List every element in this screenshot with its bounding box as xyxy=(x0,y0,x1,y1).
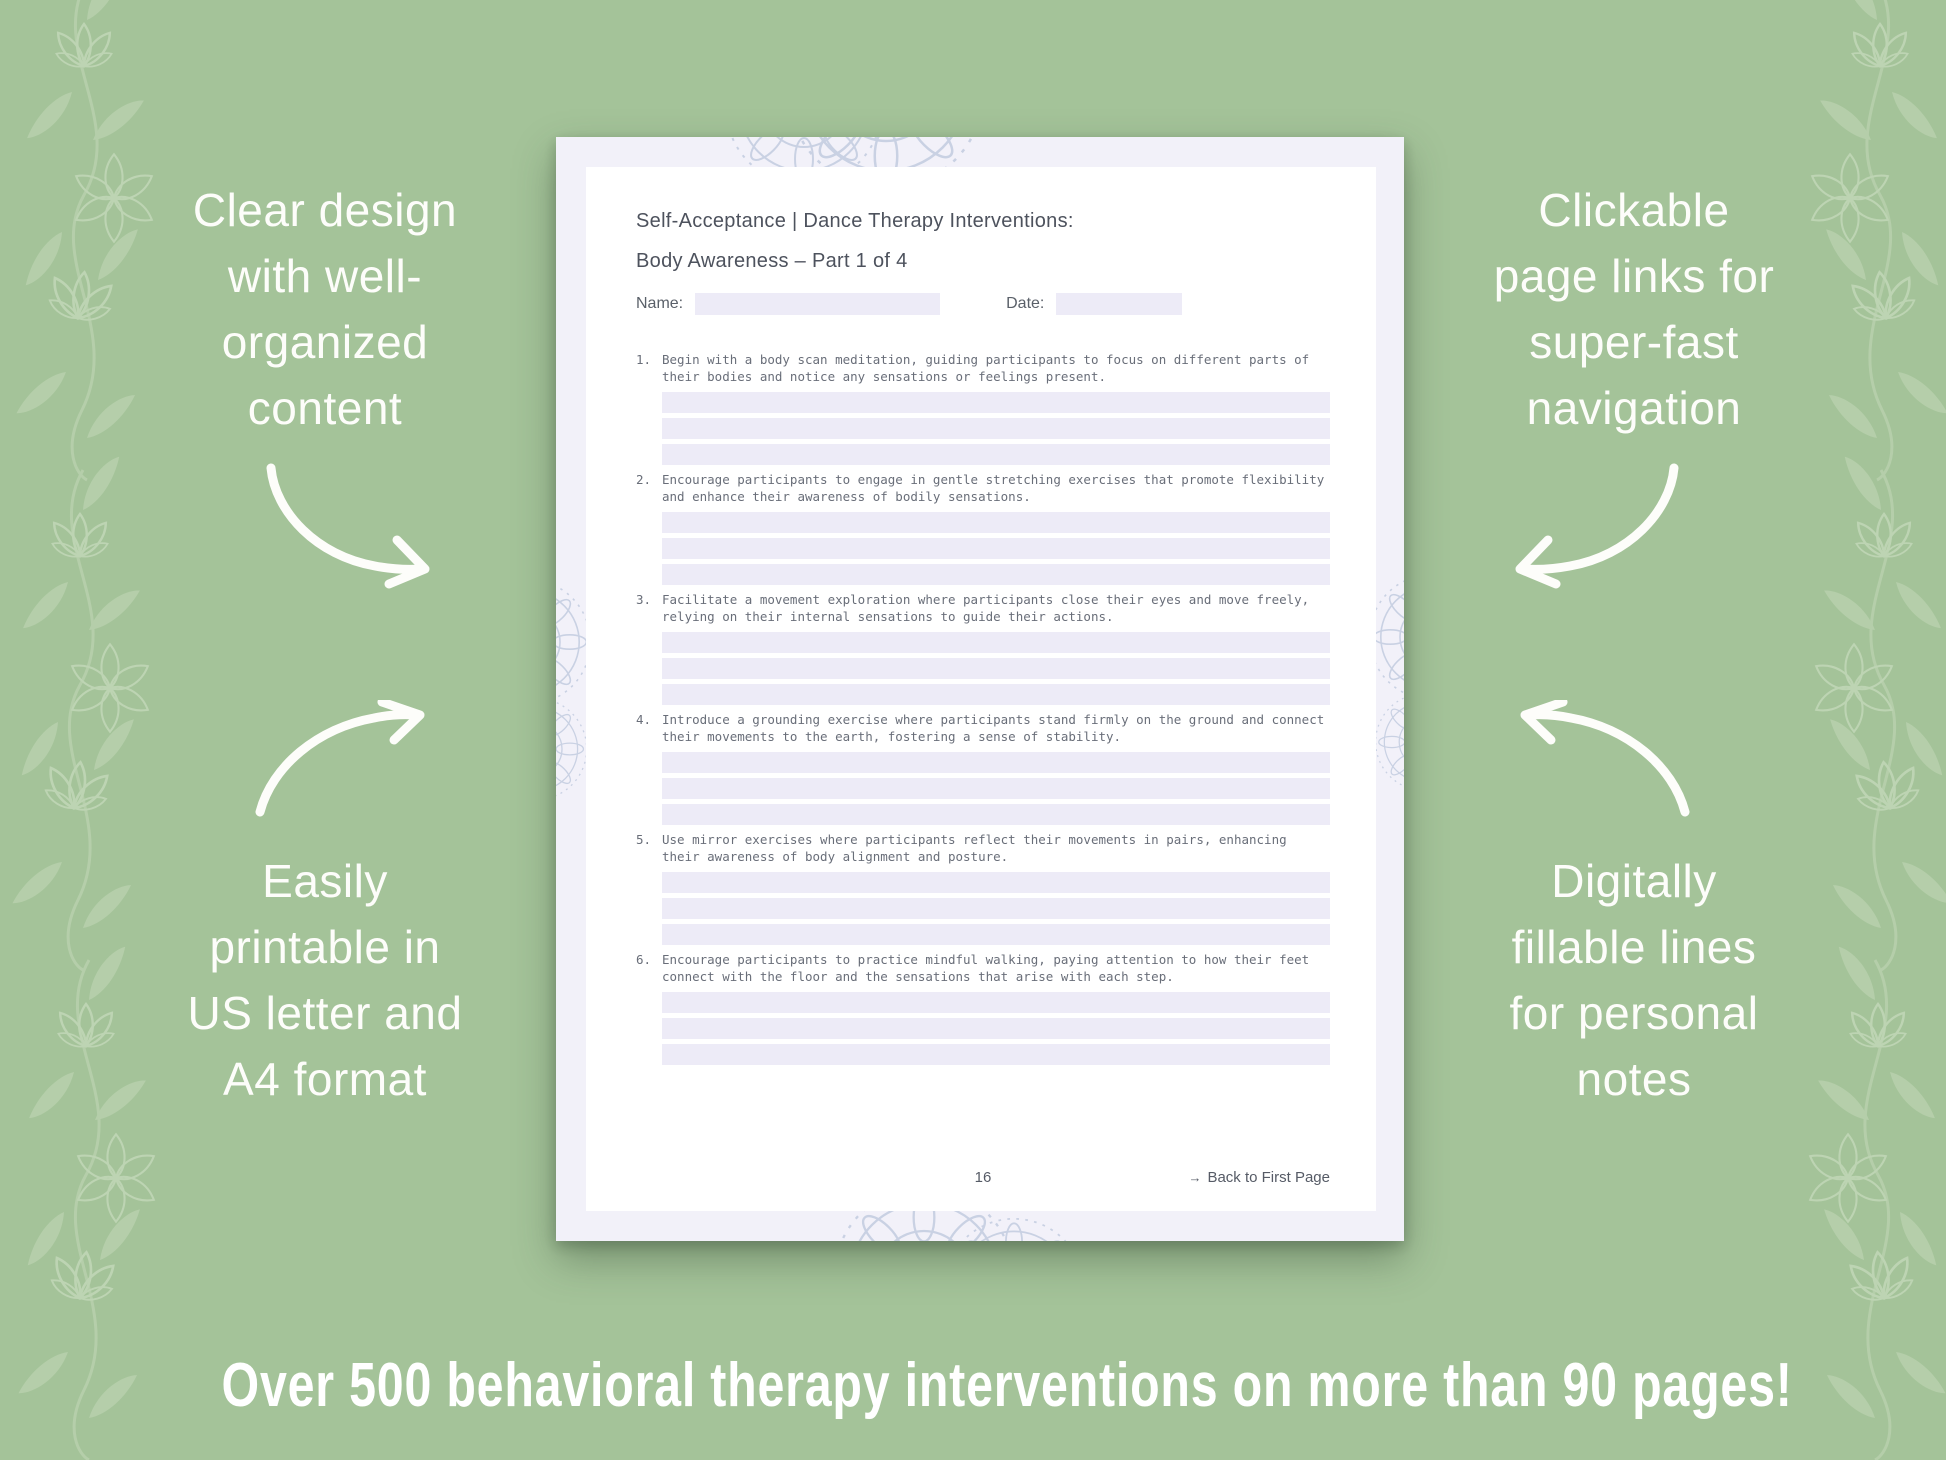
name-label: Name: xyxy=(636,295,684,312)
callout-line: printable in xyxy=(209,921,441,973)
callout-fillable-lines xyxy=(1399,848,1869,1112)
callout-line: with well- xyxy=(227,250,423,302)
callout-line: for personal xyxy=(1509,987,1759,1039)
callout-line: navigation xyxy=(1526,382,1742,434)
item-number: 6. xyxy=(636,952,652,967)
item-number: 4. xyxy=(636,712,652,727)
intervention-item xyxy=(636,471,1330,585)
callout-printable xyxy=(90,848,560,1112)
name-date-row xyxy=(636,293,1330,315)
fillable-line[interactable] xyxy=(662,1044,1330,1065)
fillable-line[interactable] xyxy=(662,1018,1330,1039)
intervention-item xyxy=(636,831,1330,945)
callout-clear-design xyxy=(90,177,560,441)
intervention-item xyxy=(636,591,1330,705)
name-field[interactable] xyxy=(695,293,940,315)
banner-text: Over 500 behavioral therapy interventions on more than 90 pages! xyxy=(221,1351,1793,1420)
fillable-line[interactable] xyxy=(662,684,1330,705)
fillable-line[interactable] xyxy=(662,444,1330,465)
fillable-line[interactable] xyxy=(662,992,1330,1013)
fillable-line[interactable] xyxy=(662,658,1330,679)
item-text: Encourage participants to practice mindful walking, paying attention to how their feet connect with the floor and the sensations that arise with each step. xyxy=(662,952,1310,984)
item-number: 2. xyxy=(636,472,652,487)
page-number: 16 xyxy=(974,1169,992,1186)
callout-line: notes xyxy=(1576,1053,1692,1105)
document-page xyxy=(556,137,1404,1241)
intervention-list xyxy=(636,351,1330,1065)
item-number: 1. xyxy=(636,352,652,367)
worksheet-title-line1: Self-Acceptance | Dance Therapy Interventions: xyxy=(636,210,1074,232)
item-number: 3. xyxy=(636,592,652,607)
fillable-line[interactable] xyxy=(662,898,1330,919)
back-link-label: Back to First Page xyxy=(1207,1169,1330,1186)
curved-arrow-down-right-icon xyxy=(255,460,455,595)
callout-clickable-links xyxy=(1399,177,1869,441)
fillable-line[interactable] xyxy=(662,752,1330,773)
fillable-line[interactable] xyxy=(662,392,1330,413)
item-text: Facilitate a movement exploration where participants close their eyes and move freely, relying on their internal sensations to guide their actions. xyxy=(662,592,1310,624)
item-number: 5. xyxy=(636,832,652,847)
callout-line: US letter and xyxy=(187,987,463,1039)
fillable-line[interactable] xyxy=(662,538,1330,559)
callout-line: organized xyxy=(221,316,429,368)
worksheet-panel xyxy=(586,167,1376,1211)
right-arrow-icon: → xyxy=(1188,1170,1202,1185)
fillable-line[interactable] xyxy=(662,872,1330,893)
worksheet-footer xyxy=(636,1169,1330,1191)
fillable-line[interactable] xyxy=(662,564,1330,585)
curved-arrow-up-left-icon xyxy=(1492,700,1697,820)
curved-arrow-up-right-icon xyxy=(248,700,453,820)
item-text: Use mirror exercises where participants reflect their movements in pairs, enhancing their awareness of body alignment and posture. xyxy=(662,832,1287,864)
date-label: Date: xyxy=(1006,295,1045,312)
worksheet-title-line2: Body Awareness – Part 1 of 4 xyxy=(636,250,908,272)
fillable-line[interactable] xyxy=(662,632,1330,653)
fillable-line[interactable] xyxy=(662,804,1330,825)
callout-line: A4 format xyxy=(223,1053,427,1105)
bottom-banner xyxy=(0,1350,1946,1421)
date-field[interactable] xyxy=(1056,293,1182,315)
callout-line: super-fast xyxy=(1529,316,1739,368)
callout-line: Clear design xyxy=(192,184,458,236)
callout-line: page links for xyxy=(1493,250,1775,302)
fillable-line[interactable] xyxy=(662,924,1330,945)
intervention-item xyxy=(636,711,1330,825)
item-text: Encourage participants to engage in gentle stretching exercises that promote flexibility and enhance their awareness of bodily sensations. xyxy=(662,472,1325,504)
callout-line: Digitally xyxy=(1551,855,1717,907)
callout-line: fillable lines xyxy=(1511,921,1757,973)
callout-line: Easily xyxy=(262,855,388,907)
item-text: Begin with a body scan meditation, guiding participants to focus on different parts of their bodies and notice any sensations or feelings present. xyxy=(662,352,1310,384)
fillable-line[interactable] xyxy=(662,418,1330,439)
fillable-line[interactable] xyxy=(662,512,1330,533)
intervention-item xyxy=(636,951,1330,1065)
callout-line: Clickable xyxy=(1538,184,1730,236)
back-to-first-page-link[interactable] xyxy=(1188,1169,1330,1186)
intervention-item xyxy=(636,351,1330,465)
item-text: Introduce a grounding exercise where participants stand firmly on the ground and connect their movements to the earth, fostering a sense of stability. xyxy=(662,712,1325,744)
callout-line: content xyxy=(247,382,403,434)
curved-arrow-down-left-icon xyxy=(1490,460,1690,595)
fillable-line[interactable] xyxy=(662,778,1330,799)
